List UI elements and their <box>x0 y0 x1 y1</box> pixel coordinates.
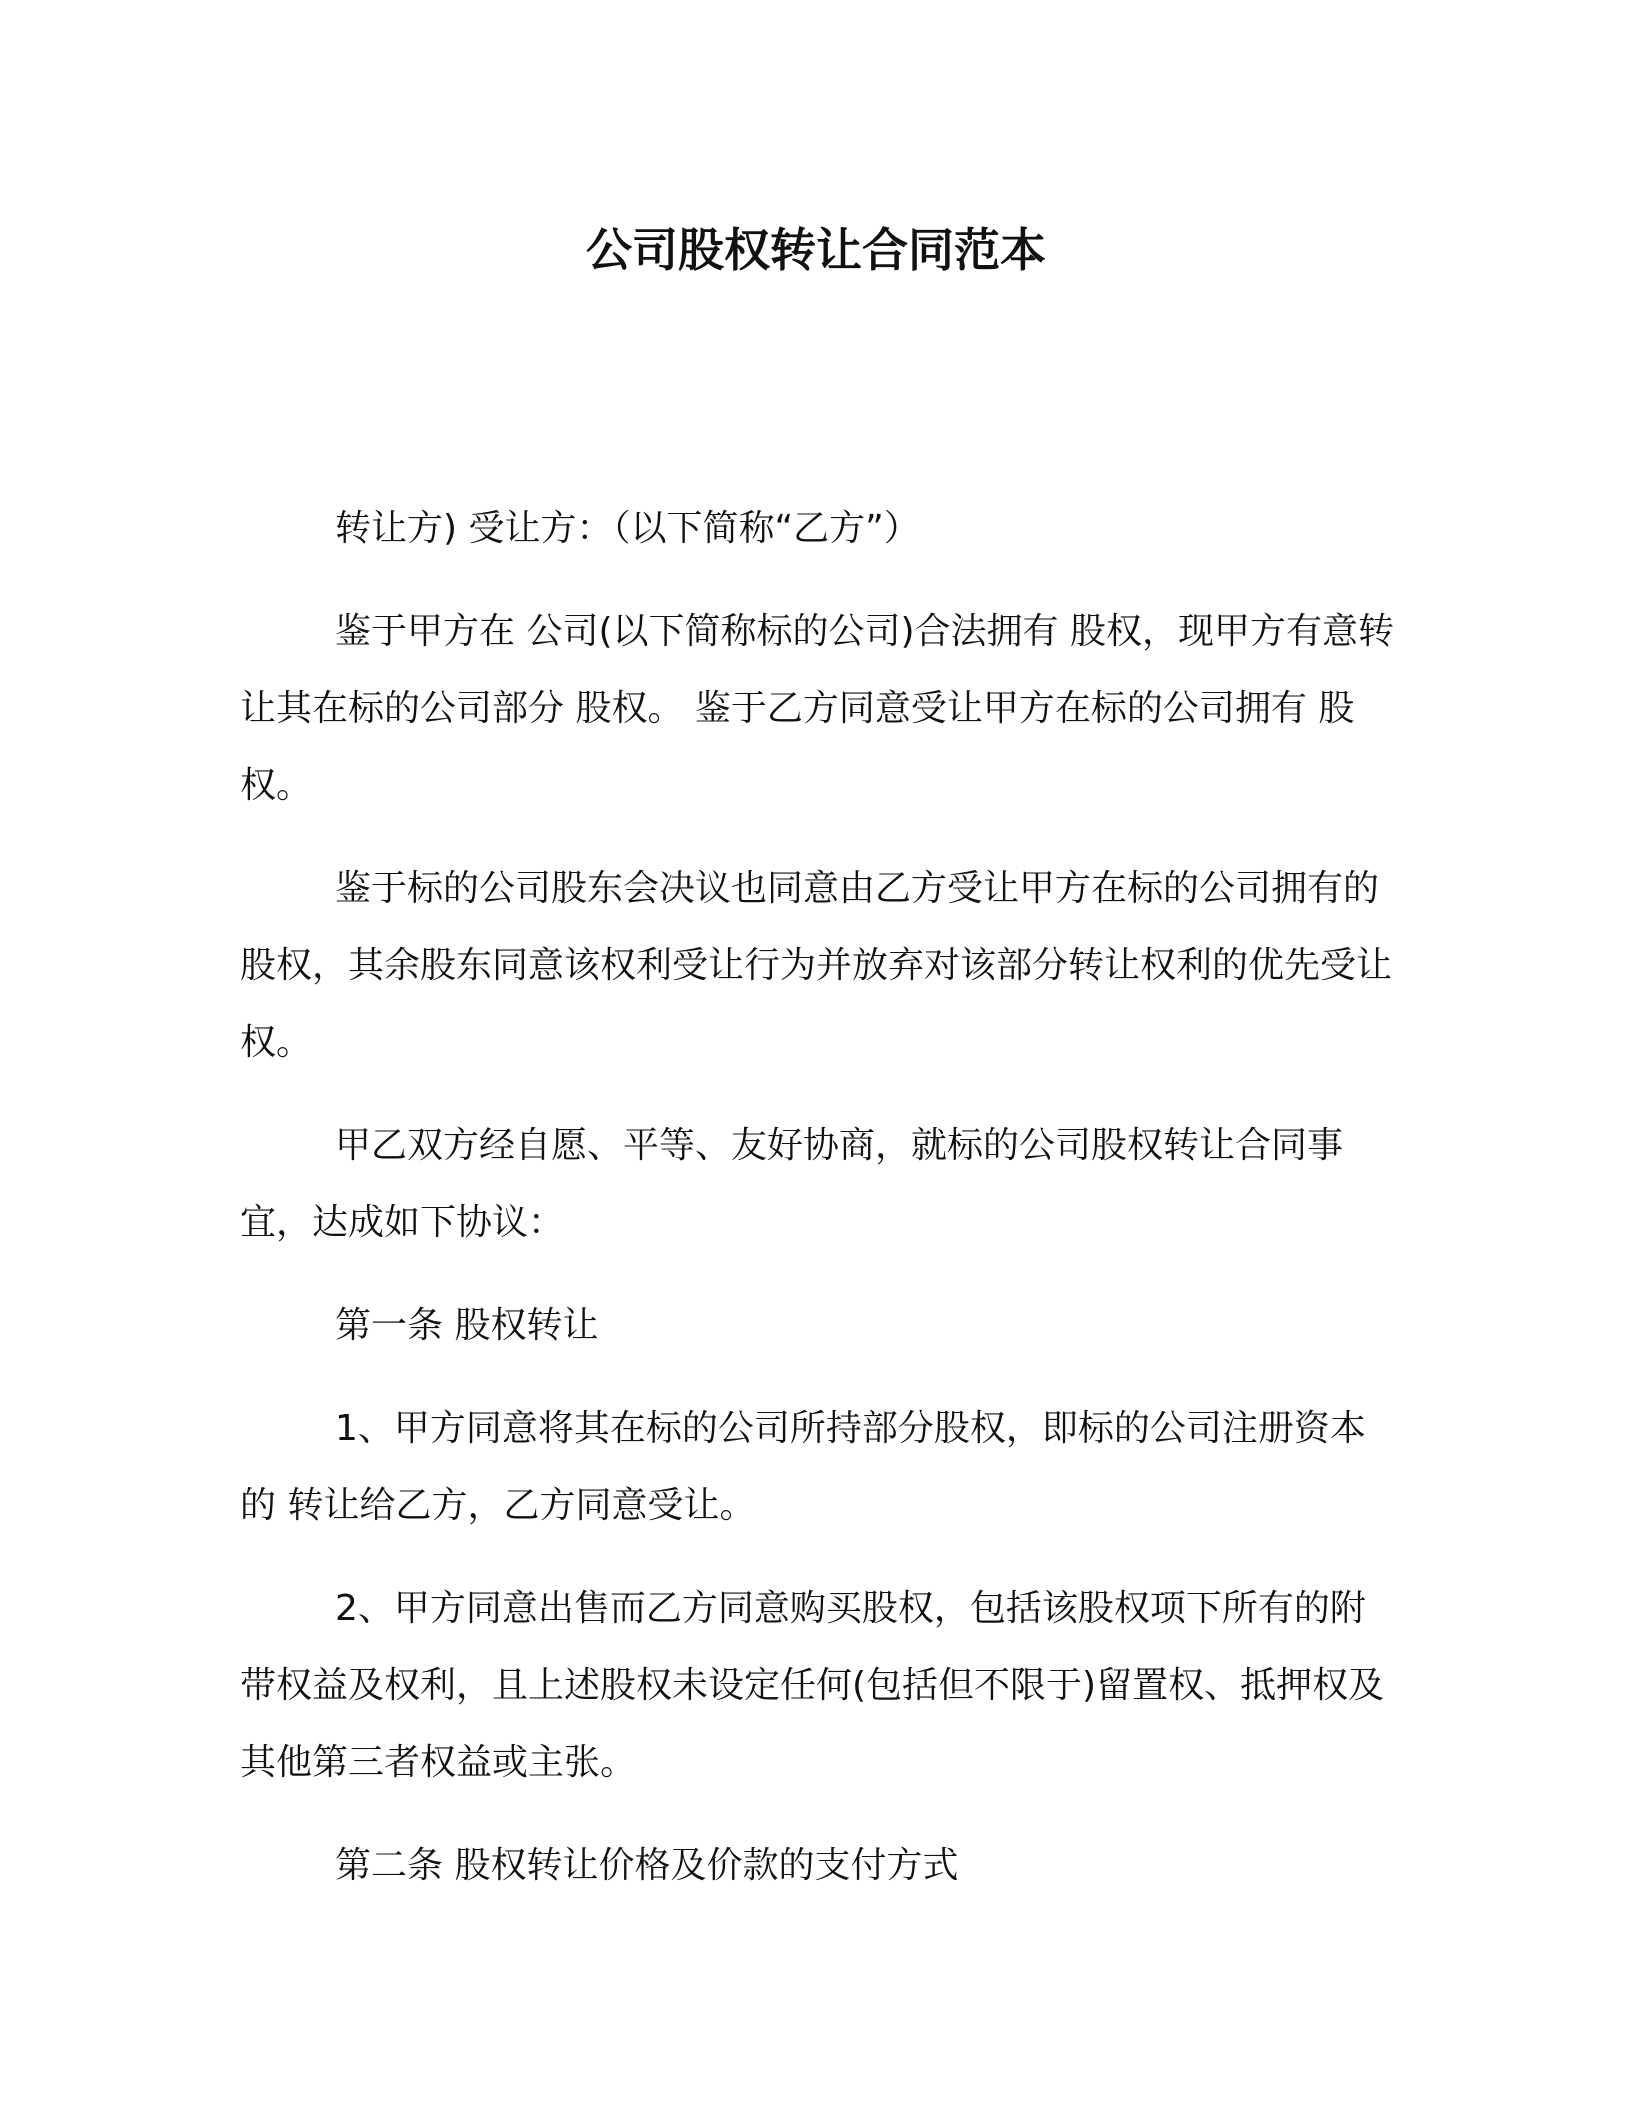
article-1-clause-1: 1、甲方同意将其在标的公司所持部分股权，即标的公司注册资本的 转让给乙方，乙方同意受让。 <box>240 1408 1366 1526</box>
parties-paragraph: 转让方) 受让方：（以下简称“乙方”） <box>335 508 920 549</box>
document-title: 公司股权转让合同范本 <box>586 223 1046 277</box>
document-body <box>240 490 1400 1904</box>
article-1-heading: 第一条 股权转让 <box>335 1305 599 1346</box>
article-1-clause-2: 2、甲方同意出售而乙方同意购买股权，包括该股权项下所有的附带权益及权利，且上述股权未设定任何(包括但不限于)留置权、抵押权及其他第三者权益或主张。 <box>240 1588 1385 1783</box>
recital-paragraph-1: 鉴于甲方在 公司(以下简称标的公司)合法拥有 股权，现甲方有意转让其在标的公司部分 股权。 鉴于乙方同意受让甲方在标的公司拥有 股权。 <box>240 611 1394 806</box>
agreement-intro-paragraph: 甲乙双方经自愿、平等、友好协商，就标的公司股权转让合同事宜，达成如下协议： <box>240 1125 1344 1243</box>
article-2-heading: 第二条 股权转让价格及价款的支付方式 <box>335 1845 959 1886</box>
recital-paragraph-2: 鉴于标的公司股东会决议也同意由乙方受让甲方在标的公司拥有的 股权，其余股东同意该权利受让行为并放弃对该部分转让权利的优先受让权。 <box>240 868 1393 1063</box>
